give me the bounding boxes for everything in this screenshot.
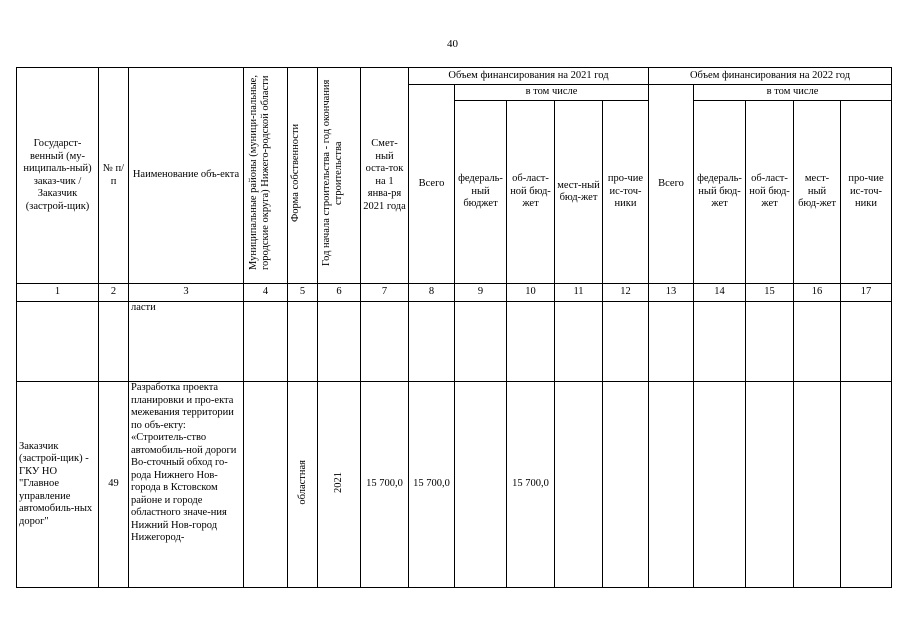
table-cell — [455, 302, 507, 382]
col-number: 9 — [455, 284, 507, 302]
header-other-2021: про-чие ис-точ-ники — [603, 101, 649, 284]
object-name: Разработка проекта планировки и про-екта межевания территории по объ-екту: «Строитель-ство автомобиль-ной дороги Во-сточный обход го-рода Нижнего Нов-города в Кстовском районе и городе областного значе-ния Нижний Нов-город Нижегород- — [129, 382, 244, 588]
header-ownership: Форма собственности — [288, 68, 318, 284]
header-municipal: Муниципальные районы (муници-пальные, городские округа) Нижего-родской области — [244, 68, 288, 284]
header-years: Год начала строительства - год окончания строительства — [318, 68, 361, 284]
col-number: 8 — [409, 284, 455, 302]
financing-table — [16, 67, 892, 588]
col-number: 11 — [555, 284, 603, 302]
col-number: 7 — [361, 284, 409, 302]
header-fin-2021: Объем финансирования на 2021 год — [409, 68, 649, 85]
object-name-continuation: ласти — [129, 302, 244, 382]
total-2022-cell — [649, 382, 694, 588]
local-2021-cell — [555, 382, 603, 588]
header-no: № п/п — [99, 68, 129, 284]
col-number: 16 — [794, 284, 841, 302]
col-number: 17 — [841, 284, 892, 302]
customer-cell: Заказчик (застрой-щик) - ГКУ НО "Главное управление автомобиль-ных дорог" — [17, 382, 99, 588]
col-number: 10 — [507, 284, 555, 302]
total-2021-cell: 15 700,0 — [409, 382, 455, 588]
federal-2022-cell — [694, 382, 746, 588]
table-cell — [649, 302, 694, 382]
table-cell — [17, 302, 99, 382]
col-number: 13 — [649, 284, 694, 302]
header-fin-2022: Объем финансирования на 2022 год — [649, 68, 892, 85]
header-including-2021: в том числе — [455, 85, 649, 101]
row-number: 49 — [99, 382, 129, 588]
col-number: 3 — [129, 284, 244, 302]
header-regional-2021: об-ласт-ной бюд-жет — [507, 101, 555, 284]
header-federal-2022: федераль-ный бюд-жет — [694, 101, 746, 284]
other-2022-cell — [841, 382, 892, 588]
header-customer: Государст-венный (му-ниципаль-ный) заказ-чик / Заказчик (застрой-щик) — [17, 68, 99, 284]
table-cell — [244, 302, 288, 382]
header-other-2022: про-чие ис-точ-ники — [841, 101, 892, 284]
header-local-2022: мест-ный бюд-жет — [794, 101, 841, 284]
col-number: 15 — [746, 284, 794, 302]
table-cell — [555, 302, 603, 382]
table-cell — [409, 302, 455, 382]
col-number: 4 — [244, 284, 288, 302]
header-total-2021: Всего — [409, 85, 455, 284]
col-number: 6 — [318, 284, 361, 302]
table-cell — [361, 302, 409, 382]
table-cell — [841, 302, 892, 382]
header-federal-2021: федераль-ный бюджет — [455, 101, 507, 284]
table-cell — [507, 302, 555, 382]
page-number: 40 — [447, 38, 458, 50]
col-number: 12 — [603, 284, 649, 302]
federal-2021-cell — [455, 382, 507, 588]
table-cell — [746, 302, 794, 382]
table-cell — [694, 302, 746, 382]
local-2022-cell — [794, 382, 841, 588]
table-cell — [318, 302, 361, 382]
ownership-cell: областная — [288, 382, 318, 588]
municipal-cell — [244, 382, 288, 588]
header-local-2021: мест-ный бюд-жет — [555, 101, 603, 284]
header-including-2022: в том числе — [694, 85, 892, 101]
table-cell — [99, 302, 129, 382]
other-2021-cell — [603, 382, 649, 588]
col-number: 5 — [288, 284, 318, 302]
col-number: 2 — [99, 284, 129, 302]
header-estimate: Смет-ный оста-ток на 1 янва-ря 2021 года — [361, 68, 409, 284]
years-cell: 2021 — [318, 382, 361, 588]
col-number: 14 — [694, 284, 746, 302]
table-cell — [288, 302, 318, 382]
estimate-cell: 15 700,0 — [361, 382, 409, 588]
header-name: Наименование объ-екта — [129, 68, 244, 284]
regional-2021-cell: 15 700,0 — [507, 382, 555, 588]
header-regional-2022: об-ласт-ной бюд-жет — [746, 101, 794, 284]
table-cell — [603, 302, 649, 382]
table-cell — [794, 302, 841, 382]
regional-2022-cell — [746, 382, 794, 588]
col-number: 1 — [17, 284, 99, 302]
header-total-2022: Всего — [649, 85, 694, 284]
